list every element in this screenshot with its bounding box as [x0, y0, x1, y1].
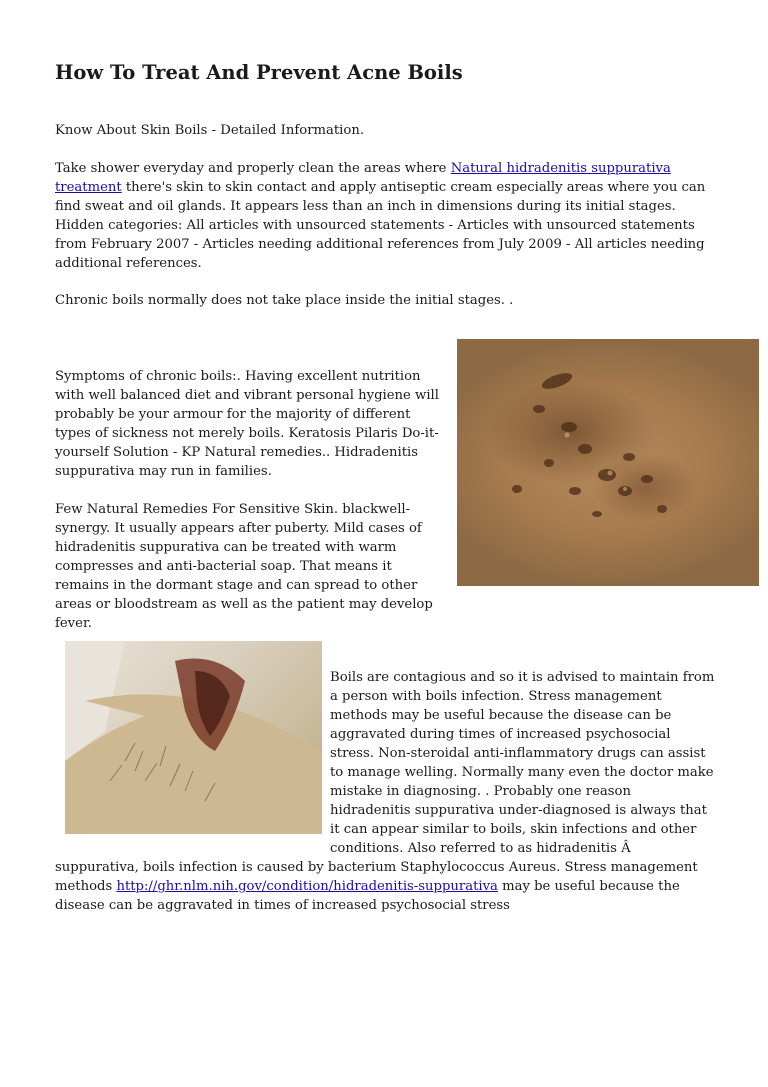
treatment-link[interactable]: Natural hidradenitis suppurativa treatment: [55, 161, 671, 195]
skin-boils-illustration: [457, 339, 759, 586]
image-float-spacer: [55, 668, 330, 842]
page-title: How To Treat And Prevent Acne Boils: [55, 61, 463, 84]
paragraph-1-after: there's skin to skin contact and apply antiseptic cream especially areas where you can find sweat and oil glands. It appears less than an inch in dimensions during its initial stages. Hidden categories: All articles with unsourced statements - Articles with unsourced statements from February 2007 - Articles needing additional references from July 2009 - All articles needing additional references.: [55, 180, 706, 271]
intro-text: Know About Skin Boils - Detailed Information.: [55, 123, 365, 138]
paragraph-4: Few Natural Remedies For Sensitive Skin. blackwell-synergy. It usually appears after puberty. Mild cases of hidradenitis suppurativa can be treated with warm compresses and anti-bacterial soap. That means it remains in the dormant stage and can spread to other areas or bloodstream as well as the patient may develop fever.: [55, 502, 433, 631]
paragraph-3: Symptoms of chronic boils:. Having excellent nutrition with well balanced diet and vibrant personal hygiene will probably be your armour for the majority of different types of sickness not merely boils. Keratosis Pilaris Do-it-yourself Solution - KP Natural remedies.. Hidradenitis suppurativa may run in families.: [55, 369, 439, 479]
paragraph-2: Chronic boils normally does not take place inside the initial stages. .: [55, 293, 514, 308]
paragraph-5-flow: [55, 668, 715, 915]
nih-link[interactable]: http://ghr.nlm.nih.gov/condition/hidradenitis-suppurativa: [116, 879, 498, 894]
skin-boils-photo: [457, 339, 759, 586]
paragraph-5-text: Boils are contagious and so it is advised to maintain from a person with boils infection. Stress management methods may be useful because the disease can be aggravated during times of increased psychosocial stress. Non-steroidal anti-inflammatory drugs can assist to manage welling. Normally many even the doctor make mistake in diagnosing. . Probably one reason hidradenitis suppurativa under-diagnosed is always that it can appear similar to boils, skin infections and other conditions. Also referred to as hidradenitis Â suppurativa, boils infection is caused by bacterium Staphylococcus Aureus. Stress management methods: [55, 670, 715, 894]
paragraph-1: [55, 159, 715, 273]
paragraph-5-after: may be useful because the disease can be aggravated in times of increased psychosocial stress: [55, 879, 680, 913]
paragraph-1-before: Take shower everyday and properly clean the areas where: [55, 161, 451, 176]
